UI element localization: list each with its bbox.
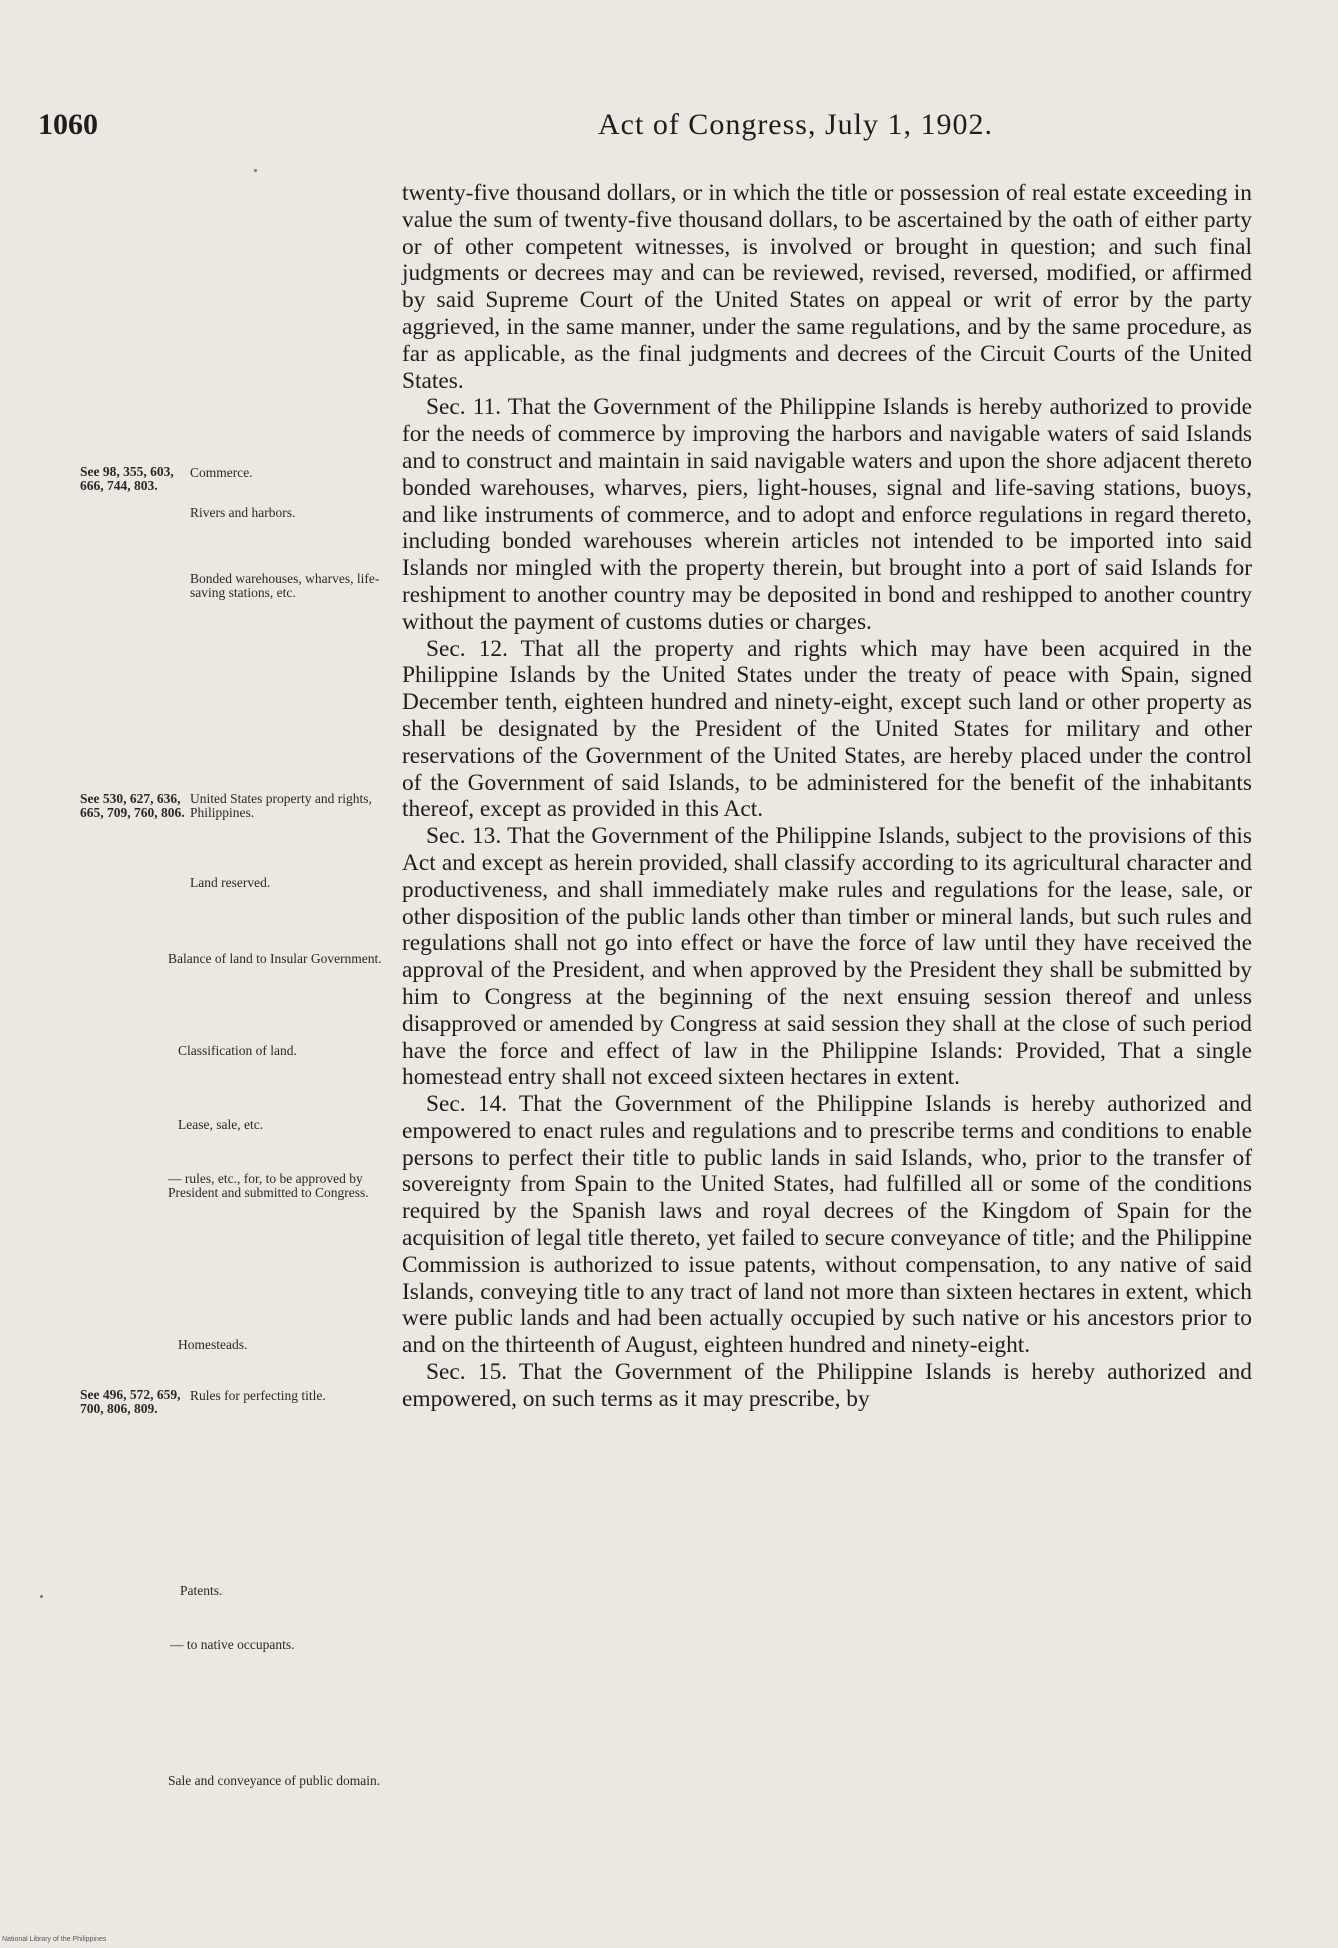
margin-note-rivers: Rivers and harbors. xyxy=(190,505,296,520)
margin-note-lease: Lease, sale, etc. xyxy=(178,1117,264,1132)
margin-note-land-reserved: Land reserved. xyxy=(190,875,271,890)
margin-cross-reference: See 98, 355, 603, 666, 744, 803. xyxy=(80,464,174,493)
body-text xyxy=(402,180,1252,1413)
margin-note-commerce: Commerce. xyxy=(190,465,253,480)
margin-note-patents: Patents. xyxy=(180,1583,223,1598)
page-header xyxy=(38,108,1300,148)
print-speck xyxy=(40,1595,43,1598)
margin-note-us-property: United States property and rights, Philippines. xyxy=(190,791,372,820)
margin-note-balance: Balance of land to Insular Government. xyxy=(168,951,382,966)
margin-note-bonded: Bonded warehouses, wharves, life-saving stations, etc. xyxy=(190,571,380,600)
margin-cross-reference: See 530, 627, 636, 665, 709, 760, 806. xyxy=(80,791,185,820)
section-12: Sec. 12. That all the property and rights which may have been acquired in the Philippine Islands by the United States under the treaty of peace with Spain, signed December tenth, eighteen hundred and ninety-eight, except such land or other property as shall be designated by the President of the United States for military and other reservations of the Government of the United States, are hereby placed under the control of the Government of said Islands, to be administered for the benefit of the inhabitants thereof, except as provided in this Act. xyxy=(402,635,1252,823)
margin-note-classification: Classification of land. xyxy=(178,1043,297,1058)
section-11: Sec. 11. That the Government of the Philippine Islands is hereby authorized to provide for the needs of commerce by improving the harbors and navigable waters of said Islands and to construct and maintain in said navigable waters and upon the shore adjacent thereto bonded warehouses, wharves, piers, light-houses, signal and life-saving stations, buoys, and like instruments of commerce, and to adopt and enforce regulations in regard thereto, including bonded warehouses wherein articles not intended to be imported into said Islands nor mingled with the property therein, but brought into a port of said Islands for reshipment to another country may be deposited in bond and reshipped to another country without the payment of customs duties or charges. xyxy=(402,394,1252,635)
section-15: Sec. 15. That the Government of the Philippine Islands is hereby authorized and empowered, on such terms as it may prescribe, by xyxy=(402,1359,1252,1412)
scan-footer: National Library of the Philippines xyxy=(2,1936,107,1943)
section-13: Sec. 13. That the Government of the Philippine Islands, subject to the provisions of this Act and except as herein provided, shall classify according to its agricultural character and productiveness, and shall immediately make rules and regulations for the lease, sale, or other disposition of the public lands other than timber or mineral lands, but such rules and regulations shall not go into effect or have the force of law until they have received the approval of the President, and when approved by the President they shall be submitted by him to Congress at the beginning of the next ensuing session thereof and unless disapproved or amended by Congress at said session they shall at the close of such period have the force and effect of law in the Philippine Islands: Provided, That a single homestead entry shall not exceed sixteen hectares in extent. xyxy=(402,823,1252,1091)
page-number: 1060 xyxy=(38,108,98,141)
margin-note-native: — to native occupants. xyxy=(170,1637,295,1652)
margin-cross-reference: See 496, 572, 659, 700, 806, 809. xyxy=(80,1387,181,1416)
print-speck xyxy=(254,169,257,172)
paragraph-continuation: twenty-five thousand dollars, or in which the title or possession of real estate exceeding in value the sum of twenty-five thousand dollars, to be ascertained by the oath of either party or of other competent witnesses, is involved or brought in question; and such final judgments or decrees may and can be reviewed, revised, reversed, modified, or affirmed by said Supreme Court of the United States on appeal or writ of error by the party aggrieved, in the same manner, under the same regulations, and by the same procedure, as far as applicable, as the final judgments and decrees of the Circuit Courts of the United States. xyxy=(402,180,1252,394)
margin-note-sale-conveyance: Sale and conveyance of public domain. xyxy=(168,1773,381,1788)
margin-note-rules-approved: — rules, etc., for, to be approved by President and submitted to Congress. xyxy=(168,1171,369,1200)
margin-note-perfecting: Rules for perfecting title. xyxy=(190,1388,326,1403)
section-14: Sec. 14. That the Government of the Philippine Islands is hereby authorized and empowered to enact rules and regulations and to prescribe terms and conditions to enable persons to perfect their title to public lands in said Islands, who, prior to the transfer of sovereignty from Spain to the United States, had fulfilled all or some of the conditions required by the Spanish laws and royal decrees of the Kingdom of Spain for the acquisition of legal title thereto, yet failed to secure conveyance of title; and the Philippine Commission is authorized to issue patents, without compensation, to any native of said Islands, conveying title to any tract of land not more than sixteen hectares in extent, which were public lands and had been actually occupied by such native or his ancestors prior to and on the thirteenth of August, eighteen hundred and ninety-eight. xyxy=(402,1091,1252,1359)
margin-note-homesteads: Homesteads. xyxy=(178,1337,248,1352)
running-head: Act of Congress, July 1, 1902. xyxy=(598,108,993,141)
